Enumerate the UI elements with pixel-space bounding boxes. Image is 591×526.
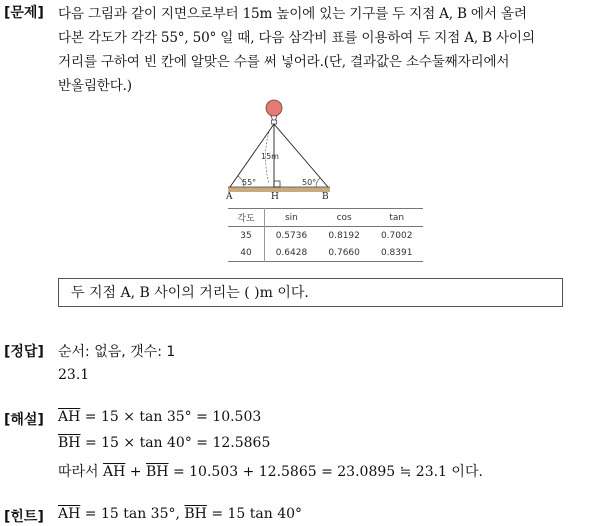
segment-ah: $\overline{AH}$	[58, 506, 81, 522]
table-row	[228, 244, 423, 262]
segment-bh: $\overline{BH}$	[184, 506, 207, 522]
right-angle-mark	[274, 181, 280, 187]
problem-line-1: 다음 그림과 같이 지면으로부터 15m 높이에 있는 기구를 두 지점 A, B 에서 올려	[58, 6, 527, 22]
table-header-row	[228, 209, 423, 227]
balloon-figure	[220, 98, 340, 202]
explanation-line-3-prefix: 따라서	[58, 464, 104, 480]
problem-line-2: 다본 각도가 각각 55°, 50° 일 때, 다음 삼각비 표를 이용하여 두 지점 A, B 사이의	[58, 30, 535, 46]
angle-a-label: 55°	[242, 178, 257, 187]
ground	[228, 187, 330, 192]
table-cell: 0.7002	[380, 230, 413, 241]
basket-icon	[272, 120, 277, 124]
height-label: 15m	[261, 152, 279, 161]
table-cell: 0.8391	[380, 247, 413, 258]
table-cell: 40	[228, 244, 265, 262]
segment-bh: $\overline{BH}$	[58, 435, 81, 451]
explanation-line-1	[58, 409, 261, 425]
trig-table	[228, 208, 423, 262]
explanation-line-2	[58, 435, 270, 451]
explanation-line-3	[58, 461, 483, 481]
hint-mid: = 15 tan 35°,	[80, 506, 185, 522]
balloon-icon	[266, 100, 282, 116]
line-b	[274, 124, 328, 187]
point-a-label: A	[226, 192, 233, 202]
hint-rest: = 15 tan 40°	[206, 506, 303, 522]
explanation-line-3-rest: = 10.503 + 12.5865 = 23.0895 ≒ 23.1 이다.	[168, 464, 483, 480]
answer-value: 23.1	[58, 367, 90, 383]
problem-tag: [문제]	[4, 5, 44, 21]
hint-tag: [힌트]	[4, 509, 44, 525]
segment-ah: $\overline{AH}$	[58, 409, 81, 425]
answer-meta: 순서: 없음, 갯수: 1	[58, 344, 176, 360]
segment-ah: $\overline{AH}$	[103, 464, 126, 480]
angle-b-label: 50°	[302, 178, 317, 187]
explanation-plus: +	[125, 464, 146, 480]
explanation-tag: [해설]	[4, 412, 44, 428]
table-header-tan: tan	[389, 212, 405, 223]
hint-line	[58, 506, 302, 522]
table-cell: 0.6428	[275, 247, 308, 258]
table-row	[228, 227, 423, 245]
table-cell: 0.5736	[275, 230, 308, 241]
table-cell: 0.7660	[328, 247, 360, 258]
explanation-line-1-rest: = 15 × tan 35° = 10.503	[80, 409, 262, 425]
answer-box[interactable]: 두 지점 A, B 사이의 거리는 ( )m 이다.	[58, 278, 563, 307]
table-header-cos: cos	[336, 212, 352, 223]
table-cell: 35	[228, 227, 265, 245]
answer-tag: [정답]	[4, 344, 44, 360]
table-header-sin: sin	[284, 212, 298, 223]
table-header-angle: 각도	[228, 209, 265, 227]
table-cell: 0.8192	[328, 230, 360, 241]
segment-bh: $\overline{BH}$	[146, 464, 169, 480]
problem-line-3: 거리를 구하여 빈 칸에 알맞은 수를 써 넣어라.(단, 결과값은 소수둘째자리에서	[58, 54, 510, 70]
point-h-label: H	[271, 192, 279, 202]
point-b-label: B	[322, 192, 329, 202]
explanation-line-2-rest: = 15 × tan 40° = 12.5865	[80, 435, 271, 451]
problem-line-4: 반올림한다.)	[58, 78, 132, 94]
